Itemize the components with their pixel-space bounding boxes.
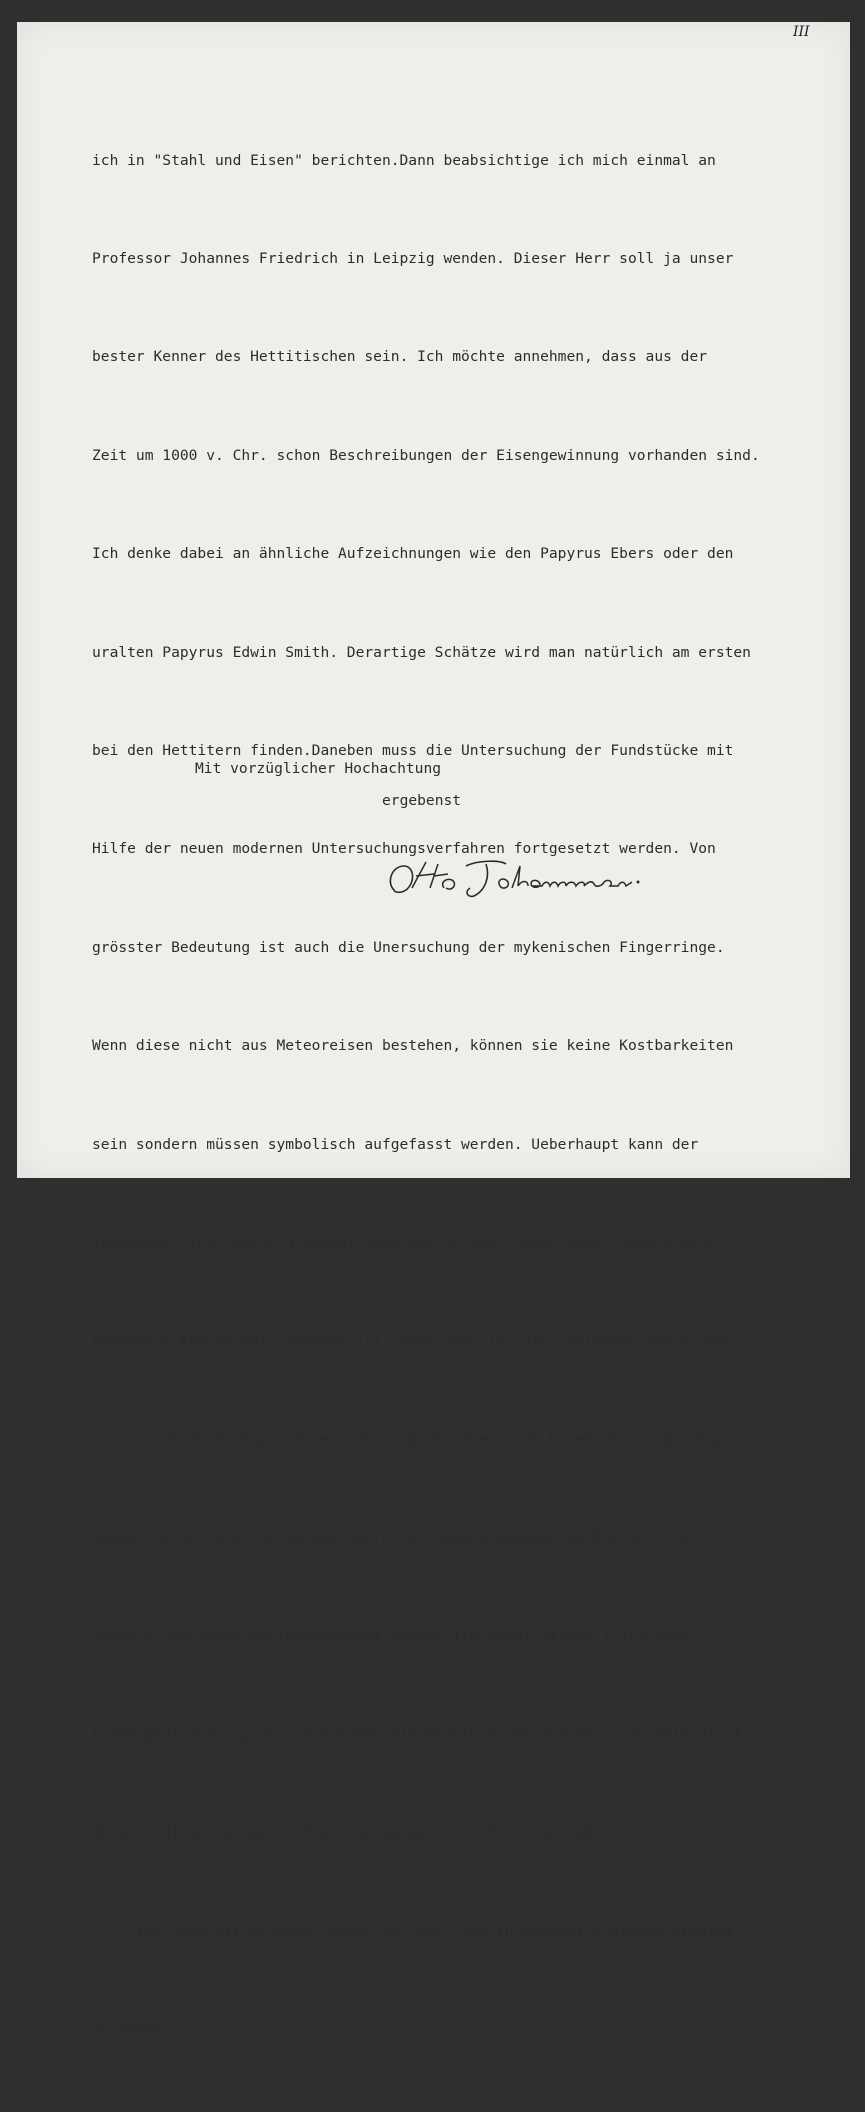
body-line: bei den Hettitern finden.Daneben muss die Untersuchung der Fundstücke mit	[92, 741, 734, 759]
body-line: Ich habe mir erlaubt, Herrn Dr. Carl Sahlin Abschrift dieses Briefes	[92, 1922, 734, 1940]
body-line: Professor Johannes Friedrich in Leipzig wenden. Dieser Herr soll ja unser	[92, 249, 734, 267]
closing-ergebenst: ergebenst	[382, 792, 462, 809]
body-line: Techniker nicht daran glauben, dass das terrestrische Eisen jemals eine	[92, 1233, 716, 1251]
body-line: Eisen gleichwertig war. Ich kenne die Stelle nicht und weiss deshalb nicht,	[92, 1725, 751, 1743]
handwritten-signature	[382, 852, 682, 902]
body-line: ich in "Stahl und Eisen" berichten.Dann beabsichtige ich mich einmal an	[92, 151, 716, 169]
closing-salutation: Mit vorzüglicher Hochachtung	[195, 760, 442, 777]
letter-page	[17, 22, 850, 2039]
body-line: Ich denke dabei an ähnliche Aufzeichnungen wie den Papyrus Ebers oder den	[92, 545, 734, 563]
body-line: grösster Bedeutung ist auch die Unersuchung der mykenischen Fingerringe.	[92, 938, 725, 956]
body-line: viel zu einfach. Auch heute noch wird verarbeitetes Eisen mit Gold aufge-	[92, 1430, 734, 1448]
body-line: bester Kenner des Hettitischen sein. Ich möchte annehmen, dass aus der	[92, 348, 708, 366]
body-line: Hilfe der neuen modernen Untersuchungsverfahren fortgesetzt werden. Von	[92, 840, 716, 858]
letter-body	[92, 79, 832, 2112]
body-line: zu senden.	[92, 2021, 180, 2039]
page-number: III	[793, 24, 810, 40]
body-line: Wenn diese nicht aus Meteoreisen bestehen, können sie keine Kostbarkeiten	[92, 1037, 734, 1055]
body-line: wogen, zB in Form von Unruhefedern für Damenarmbanduhren.Die Hertz er-	[92, 1529, 708, 1547]
body-line: ob sich diese tatsächlich auf unbearbeitetes Eisen bezieht.	[92, 1824, 611, 1842]
body-line: wähnt S. 88 einen Keilschrifttext,wonach 1/6 Sekel Silber 1 1/3 Sekel	[92, 1627, 699, 1645]
body-line: besondere Kostbarkeit gewesen ist, denn dazu ist die Gewinnung des Eisens	[92, 1332, 734, 1350]
body-line: Zeit um 1000 v. Chr. schon Beschreibungen der Eisengewinnung vorhanden sind.	[92, 446, 760, 464]
body-line: uralten Papyrus Edwin Smith. Derartige Schätze wird man natürlich am ersten	[92, 643, 751, 661]
body-line: sein sondern müssen symbolisch aufgefasst werden. Ueberhaupt kann der	[92, 1135, 699, 1153]
